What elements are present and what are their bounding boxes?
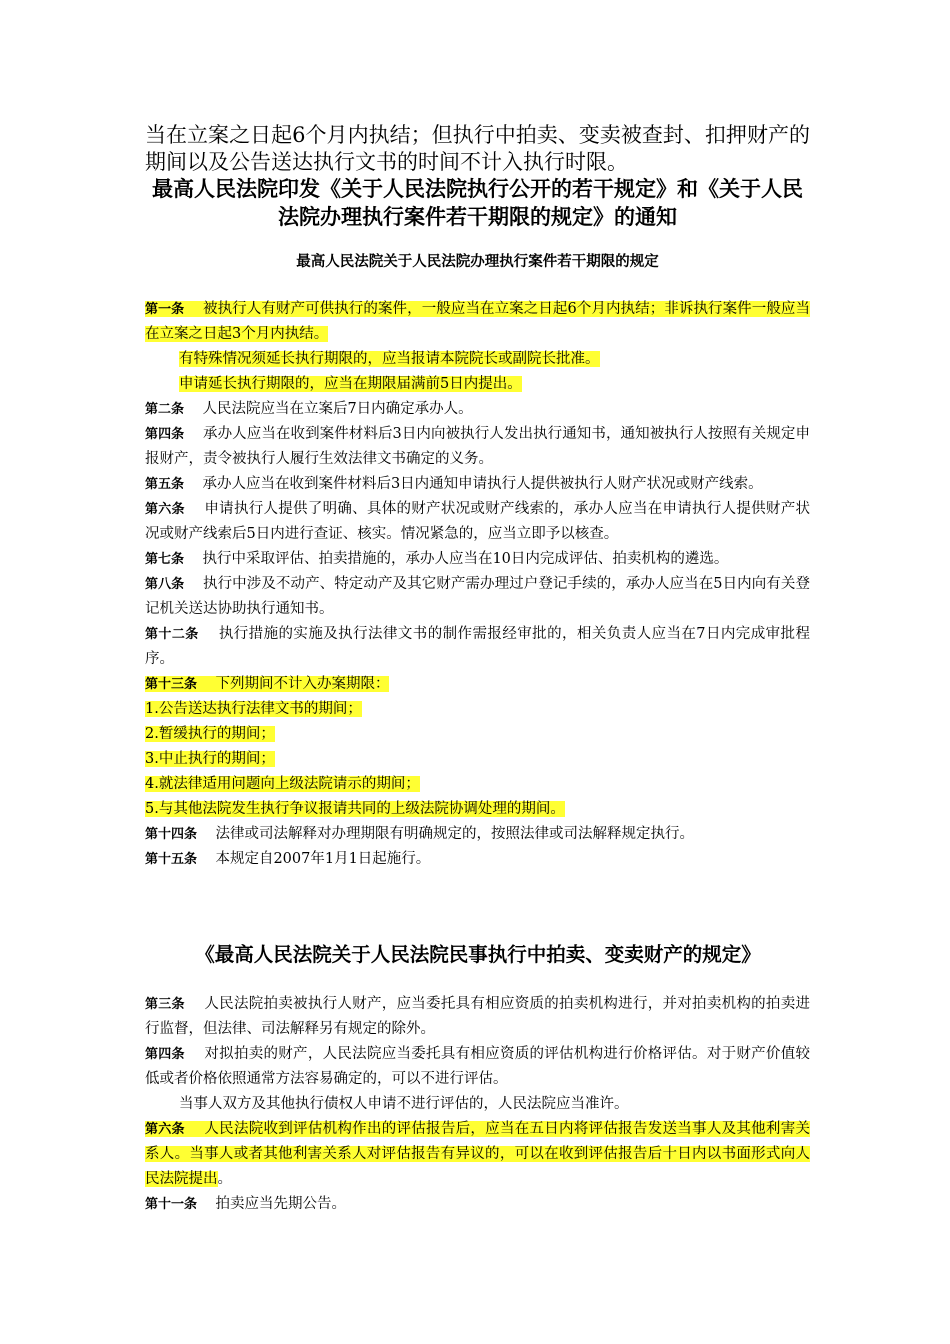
article-4: 第四条 承办人应当在收到案件材料后3日内向被执行人发出执行通知书，通知被执行人按照有关规定申报财产，责令被执行人履行生效法律文书确定的义务。 xyxy=(145,426,810,467)
article-1-para-2: 有特殊情况须延长执行期限的，应当报请本院院长或副院长批准。 xyxy=(179,351,600,367)
article-13-item-1: 1.公告送达执行法律文书的期间； xyxy=(145,701,362,717)
auction-article-3: 第三条 人民法院拍卖被执行人财产，应当委托具有相应资质的拍卖机构进行，并对拍卖机构的拍卖进行监督，但法律、司法解释另有规定的除外。 xyxy=(145,996,810,1037)
article-1-para-3: 申请延长执行期限的，应当在期限届满前5日内提出。 xyxy=(179,376,522,392)
article-13-item-4: 4.就法律适用问题向上级法院请示的期间； xyxy=(145,776,420,792)
auction-article-4: 第四条 对拟拍卖的财产，人民法院应当委托具有相应资质的评估机构进行价格评估。对于财产价值较低或者价格依照通常方法容易确定的，可以不进行评估。 xyxy=(145,1046,810,1087)
intro-paragraph: 当在立案之日起6个月内执结；但执行中拍卖、变卖被查封、扣押财产的期间以及公告送达执行文书的时间不计入执行时限。 xyxy=(145,123,810,174)
section2-articles xyxy=(145,992,810,1217)
article-12: 第十二条 执行措施的实施及执行法律文书的制作需报经审批的，相关负责人应当在7日内完成审批程序。 xyxy=(145,626,810,667)
article-8: 第八条 执行中涉及不动产、特定动产及其它财产需办理过户登记手续的，承办人应当在5日内向有关登记机关送达协助执行通知书。 xyxy=(145,576,810,617)
article-1: 第一条 被执行人有财产可供执行的案件，一般应当在立案之日起6个月内执结；非诉执行案件一般应当在立案之日起3个月内执结。 xyxy=(145,301,810,342)
main-title: 最高人民法院印发《关于人民法院执行公开的若干规定》和《关于人民法院办理执行案件若干期限的规定》的通知 xyxy=(152,177,803,229)
article-13: 第十三条 下列期间不计入办案期限： xyxy=(145,676,390,692)
article-13-item-3: 3.中止执行的期间； xyxy=(145,751,275,767)
sub-title: 最高人民法院关于人民法院办理执行案件若干期限的规定 xyxy=(296,254,659,270)
article-15: 第十五条 本规定自2007年1月1日起施行。 xyxy=(145,851,431,867)
article-2: 第二条 人民法院应当在立案后7日内确定承办人。 xyxy=(145,401,473,417)
article-14: 第十四条 法律或司法解释对办理期限有明确规定的，按照法律或司法解释规定执行。 xyxy=(145,826,694,842)
auction-article-4-para-2: 当事人双方及其他执行债权人申请不进行评估的，人民法院应当准许。 xyxy=(179,1096,629,1112)
article-13-item-5: 5.与其他法院发生执行争议报请共同的上级法院协调处理的期间。 xyxy=(145,801,565,817)
article-5: 第五条 承办人应当在收到案件材料后3日内通知申请执行人提供被执行人财产状况或财产线索。 xyxy=(145,476,763,492)
section1-articles xyxy=(145,297,810,872)
auction-article-6: 第六条 人民法院收到评估机构作出的评估报告后，应当在五日内将评估报告发送当事人及其他利害关系人。当事人或者其他利害关系人对评估报告有异议的，可以在收到评估报告后十日内以书面形式向人民法院提出。 xyxy=(145,1121,810,1187)
article-13-item-2: 2.暂缓执行的期间； xyxy=(145,726,275,742)
article-7: 第七条 执行中采取评估、拍卖措施的，承办人应当在10日内完成评估、拍卖机构的遴选。 xyxy=(145,551,729,567)
auction-article-11: 第十一条 拍卖应当先期公告。 xyxy=(145,1196,346,1212)
section2-title: 《最高人民法院关于人民法院民事执行中拍卖、变卖财产的规定》 xyxy=(195,943,761,966)
article-6: 第六条 申请执行人提供了明确、具体的财产状况或财产线索的，承办人应当在申请执行人提供财产状况或财产线索后5日内进行查证、核实。情况紧急的，应当立即予以核查。 xyxy=(145,501,810,542)
